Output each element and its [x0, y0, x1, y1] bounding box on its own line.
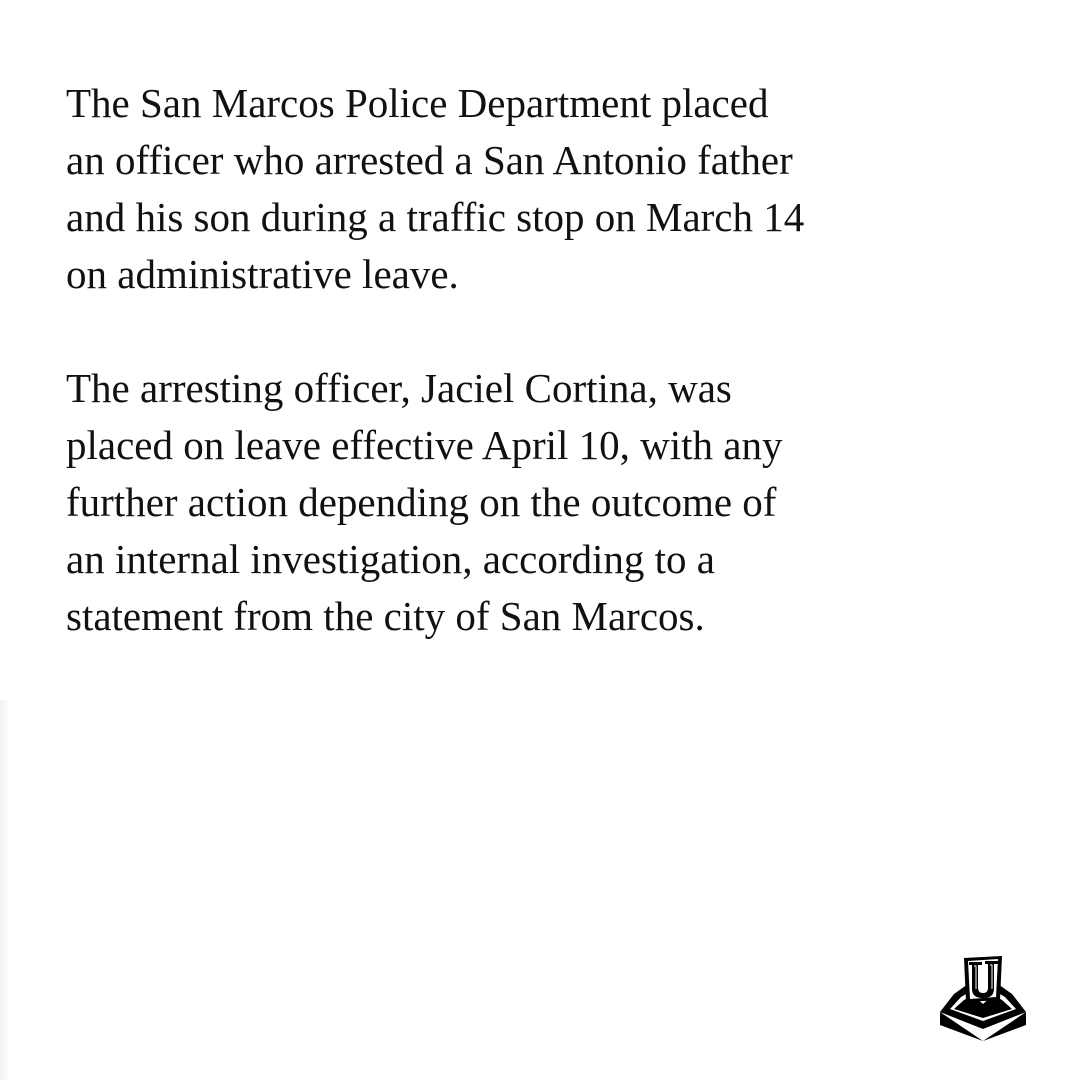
star-u-logo-icon: [938, 950, 1028, 1042]
page-edge-shadow: [0, 700, 10, 1080]
paragraph-line: an officer who arrested a San Antonio father: [66, 137, 793, 183]
paragraph-line: The San Marcos Police Department placed: [66, 80, 769, 126]
paragraph-line: on administrative leave.: [66, 251, 459, 297]
paragraph-line: further action depending on the outcome of: [66, 479, 777, 525]
paragraph-1: [66, 75, 1026, 303]
paragraph-line: statement from the city of San Marcos.: [66, 593, 705, 639]
paragraph-2: [66, 360, 1026, 645]
paragraph-line: and his son during a traffic stop on March 14: [66, 194, 805, 240]
article-body: [66, 75, 1026, 645]
paragraph-line: placed on leave effective April 10, with any: [66, 422, 783, 468]
paragraph-line: The arresting officer, Jaciel Cortina, was: [66, 365, 732, 411]
paragraph-line: an internal investigation, according to a: [66, 536, 715, 582]
